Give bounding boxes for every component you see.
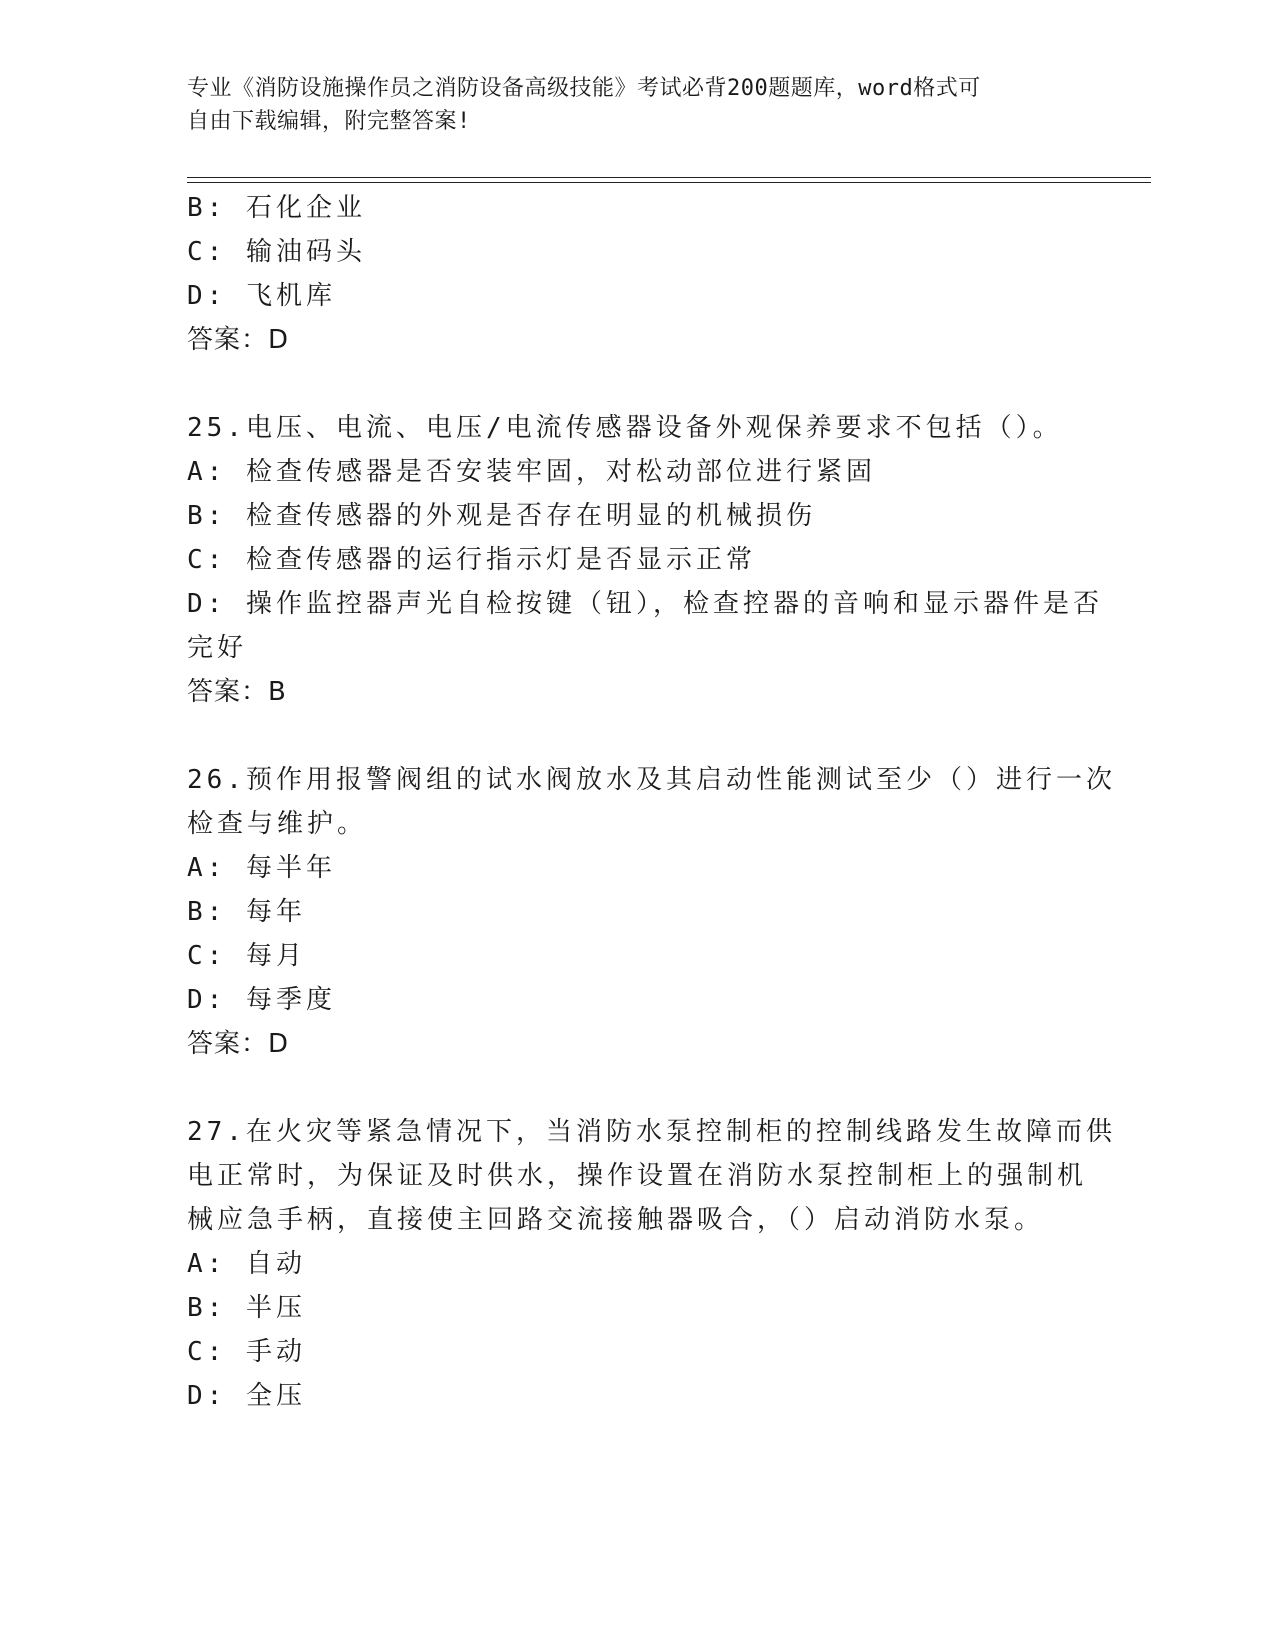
option-text: C: 每月 [187,941,306,971]
question-stem: 26.预作用报警阀组的试水阀放水及其启动性能测试至少（）进行一次 [187,765,1116,795]
option-text: B: 半压 [187,1293,306,1323]
option-text: 完好 [187,633,248,663]
question-stem: 电正常时，为保证及时供水，操作设置在消防水泵控制柜上的强制机 [187,1161,1088,1191]
question-stem: 检查与维护。 [187,809,368,839]
answer-text: 答案：D [187,325,290,355]
question-stem: 25.电压、电流、电压/电流传感器设备外观保养要求不包括（）。 [187,413,1063,443]
option-text: C: 输油码头 [187,237,366,267]
option-text: A: 每半年 [187,853,336,883]
option-text: B: 每年 [187,897,306,927]
header-line-1: 专业《消防设施操作员之消防设备高级技能》考试必背200题题库，word格式可 [187,76,981,101]
option-text: C: 检查传感器的运行指示灯是否显示正常 [187,545,756,575]
answer-text: 答案：D [187,1029,290,1059]
header-divider-bottom [187,182,1151,183]
answer-text: 答案：B [187,677,287,707]
option-text: A: 自动 [187,1249,306,1279]
header-divider-top [187,177,1151,178]
option-text: D: 全压 [187,1381,306,1411]
document-header [187,72,1067,138]
option-text: D: 飞机库 [187,281,336,311]
header-line-2: 自由下载编辑，附完整答案! [187,109,471,134]
option-text: B: 石化企业 [187,193,366,223]
question-stem: 27.在火灾等紧急情况下，当消防水泵控制柜的控制线路发生故障而供 [187,1117,1116,1147]
option-text: C: 手动 [187,1337,306,1367]
option-text: D: 每季度 [187,985,336,1015]
option-text: D: 操作监控器声光自检按键（钮），检查控器的音响和显示器件是否 [187,589,1103,619]
question-stem: 械应急手柄，直接使主回路交流接触器吸合，（）启动消防水泵。 [187,1205,1045,1235]
option-text: B: 检查传感器的外观是否存在明显的机械损伤 [187,501,816,531]
option-text: A: 检查传感器是否安装牢固，对松动部位进行紧固 [187,457,876,487]
